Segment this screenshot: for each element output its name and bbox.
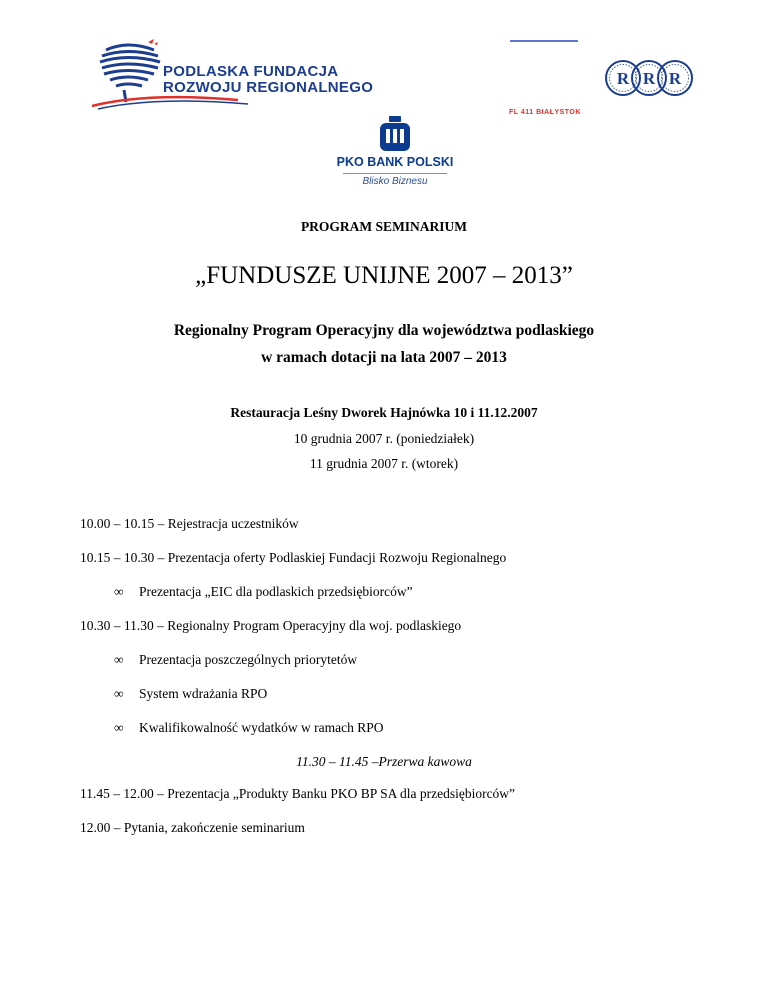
agenda-subitem — [114, 686, 267, 702]
agenda-subitem — [114, 584, 413, 600]
bullet-infinity-icon: ∞ — [114, 652, 124, 667]
agenda-item-closing: 12.00 – Pytania, zakończenie seminarium — [80, 820, 305, 835]
pko-piggy-icon — [378, 116, 412, 154]
agenda-subitem — [114, 720, 383, 736]
pko-divider — [343, 173, 447, 174]
venue: Restauracja Leśny Dworek Hajnówka 10 i 11.12.2007 — [230, 405, 538, 420]
agenda-subitem — [114, 652, 357, 668]
rrr-logo — [603, 58, 695, 98]
agenda-item-rpo: 10.30 – 11.30 – Regionalny Program Operacyjny dla woj. podlaskiego — [80, 618, 462, 633]
pfrr-name-line2: ROZWOJU REGIONALNEGO — [163, 79, 374, 96]
rrr-letter: R — [616, 69, 630, 88]
agenda-subitem-text: Kwalifikowalność wydatków w ramach RPO — [139, 720, 384, 735]
coffee-break: 11.30 – 11.45 –Przerwa kawowa — [296, 754, 472, 769]
agenda-item-pfrr-offer: 10.15 – 10.30 – Prezentacja oferty Podlaskiej Fundacji Rozwoju Regionalnego — [80, 550, 507, 565]
decorative-line — [510, 40, 578, 42]
date-line2: 11 grudnia 2007 r. (wtorek) — [309, 456, 459, 471]
seminar-title: „FUNDUSZE UNIJNE 2007 – 2013” — [195, 262, 573, 289]
date-line1: 10 grudnia 2007 r. (poniedziałek) — [293, 431, 475, 446]
agenda-item-registration: 10.00 – 10.15 – Rejestracja uczestników — [80, 516, 299, 531]
agenda-item-pko-products: 11.45 – 12.00 – Prezentacja „Produkty Banku PKO BP SA dla przedsiębiorców” — [80, 786, 516, 801]
agenda-subitem-text: System wdrażania RPO — [139, 686, 268, 701]
pfrr-name-line1: PODLASKA FUNDACJA — [163, 63, 339, 80]
subtitle-line2: w ramach dotacji na lata 2007 – 2013 — [261, 349, 507, 366]
bullet-infinity-icon: ∞ — [114, 720, 124, 735]
bullet-infinity-icon: ∞ — [114, 584, 124, 599]
rrr-letter: R — [642, 69, 656, 88]
pko-tagline: Blisko Biznesu — [362, 176, 428, 187]
pko-bank-name: PKO BANK POLSKI — [336, 155, 454, 169]
sponsor-fragment-text: FL 411 BIAŁYSTOK — [509, 109, 581, 116]
rrr-letter: R — [668, 69, 682, 88]
agenda-subitem-text: Prezentacja „EIC dla podlaskich przedsiębiorców” — [139, 584, 413, 599]
program-heading: PROGRAM SEMINARIUM — [300, 219, 468, 234]
agenda-subitem-text: Prezentacja poszczególnych priorytetów — [139, 652, 358, 667]
subtitle-line1: Regionalny Program Operacyjny dla województwa podlaskiego — [173, 322, 595, 339]
bullet-infinity-icon: ∞ — [114, 686, 124, 701]
pfrr-logo-text — [163, 64, 373, 96]
